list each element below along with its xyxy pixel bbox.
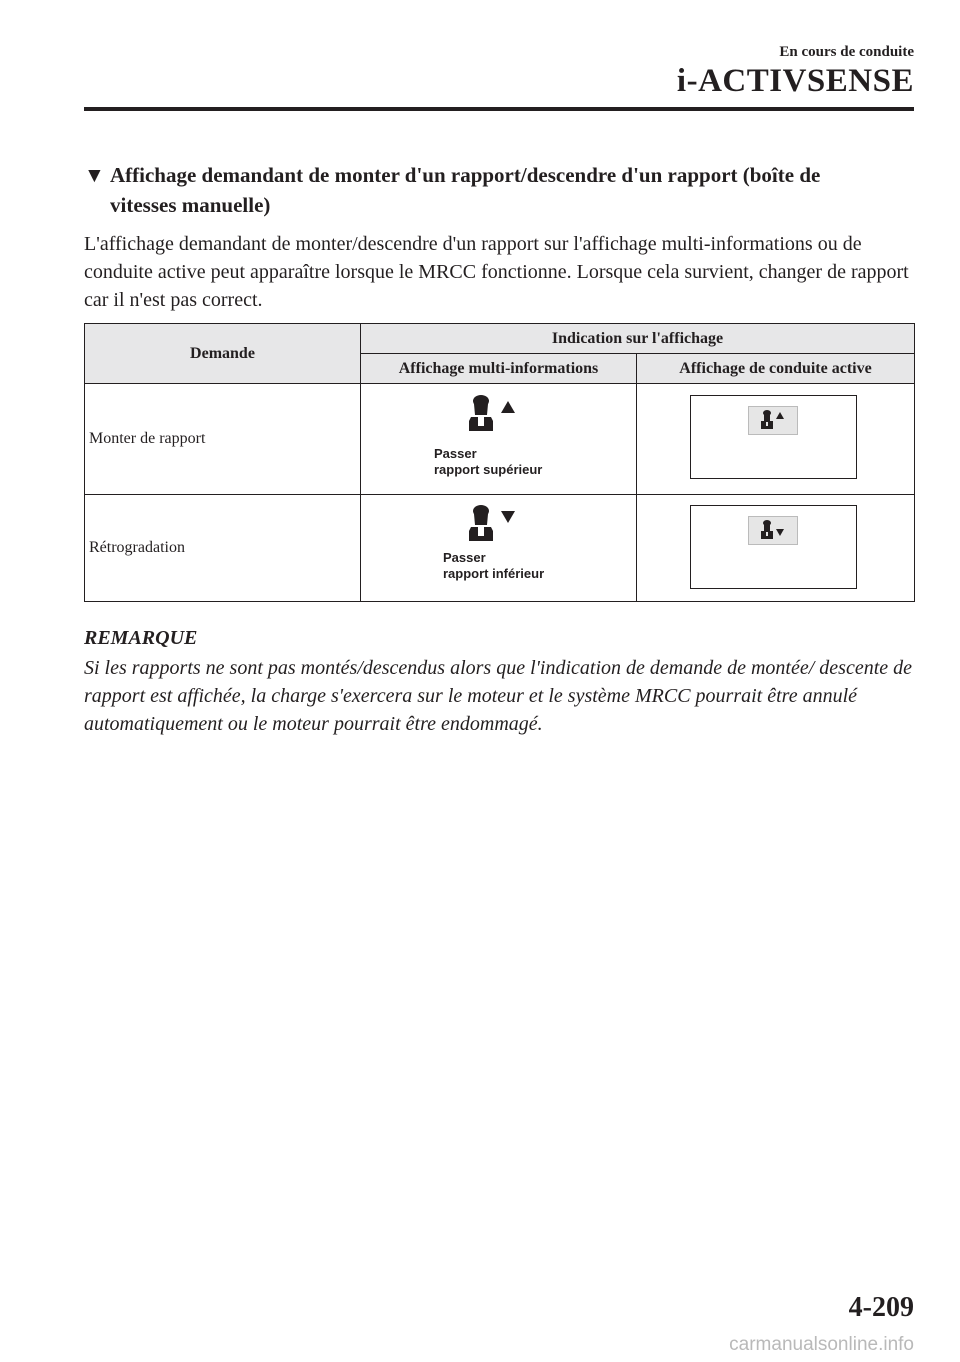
display-screen [690,395,857,479]
mini-indicator [748,406,798,435]
caption-line-2: rapport inférieur [443,566,545,581]
remark-text: Si les rapports ne sont pas montés/descendus alors que l'indication de demande de montée/ descente de rapport est affichée, la charge s'exercera sur le moteur et le système MRCC pourrait être annulé automatiquement ou le moteur pourrait être endommagé. [84,657,913,735]
remark-title: REMARQUE [84,627,198,649]
watermark: carmanualsonline.info [729,1334,914,1355]
col-header-multi-info: Affichage multi-informations [361,354,637,384]
up-arrow-icon [501,401,515,413]
multi-info-cell [361,384,637,495]
heading-line-2: vitesses manuelle) [110,193,271,217]
caption-line-1: Passer [443,550,486,565]
table-row [85,495,915,602]
col-header-active-driving: Affichage de conduite active [637,354,915,384]
row-label: Monter de rapport [85,384,361,495]
caption-line-1: Passer [434,446,477,461]
gear-shift-icon [461,391,541,451]
active-driving-cell [637,495,915,602]
caption-line-2: rapport supérieur [434,462,543,477]
active-driving-cell [637,384,915,495]
multi-info-cell [361,495,637,602]
header-section-label: En cours de conduite [779,44,914,60]
heading-line-1: Affichage demandant de monter d'un rapport/descendre d'un rapport (boîte de [110,163,821,187]
shift-indication-table [84,323,915,602]
header-chapter-title: i-ACTIVSENSE [676,63,914,99]
gear-shift-up-mini-icon [749,407,797,434]
triangle-bullet-icon: ▼ [84,163,105,187]
mini-indicator [748,516,798,545]
table-row [85,384,915,495]
down-arrow-icon [501,511,515,523]
body-paragraph: L'affichage demandant de monter/descendre d'un rapport sur l'affichage multi-informations ou de conduite active peut apparaître lorsque le MRCC fonctionne. Lorsque cela survient, changer de rapport car il n'est pas correct. [84,233,909,311]
gear-shift-down-mini-icon [749,517,797,544]
header-rule [84,107,914,111]
page-number: 4-209 [848,1292,914,1323]
row-label: Rétrogradation [85,495,361,602]
col-header-demand: Demande [85,324,361,384]
col-header-indication: Indication sur l'affichage [361,324,915,354]
display-screen [690,505,857,589]
section-heading [84,160,914,220]
